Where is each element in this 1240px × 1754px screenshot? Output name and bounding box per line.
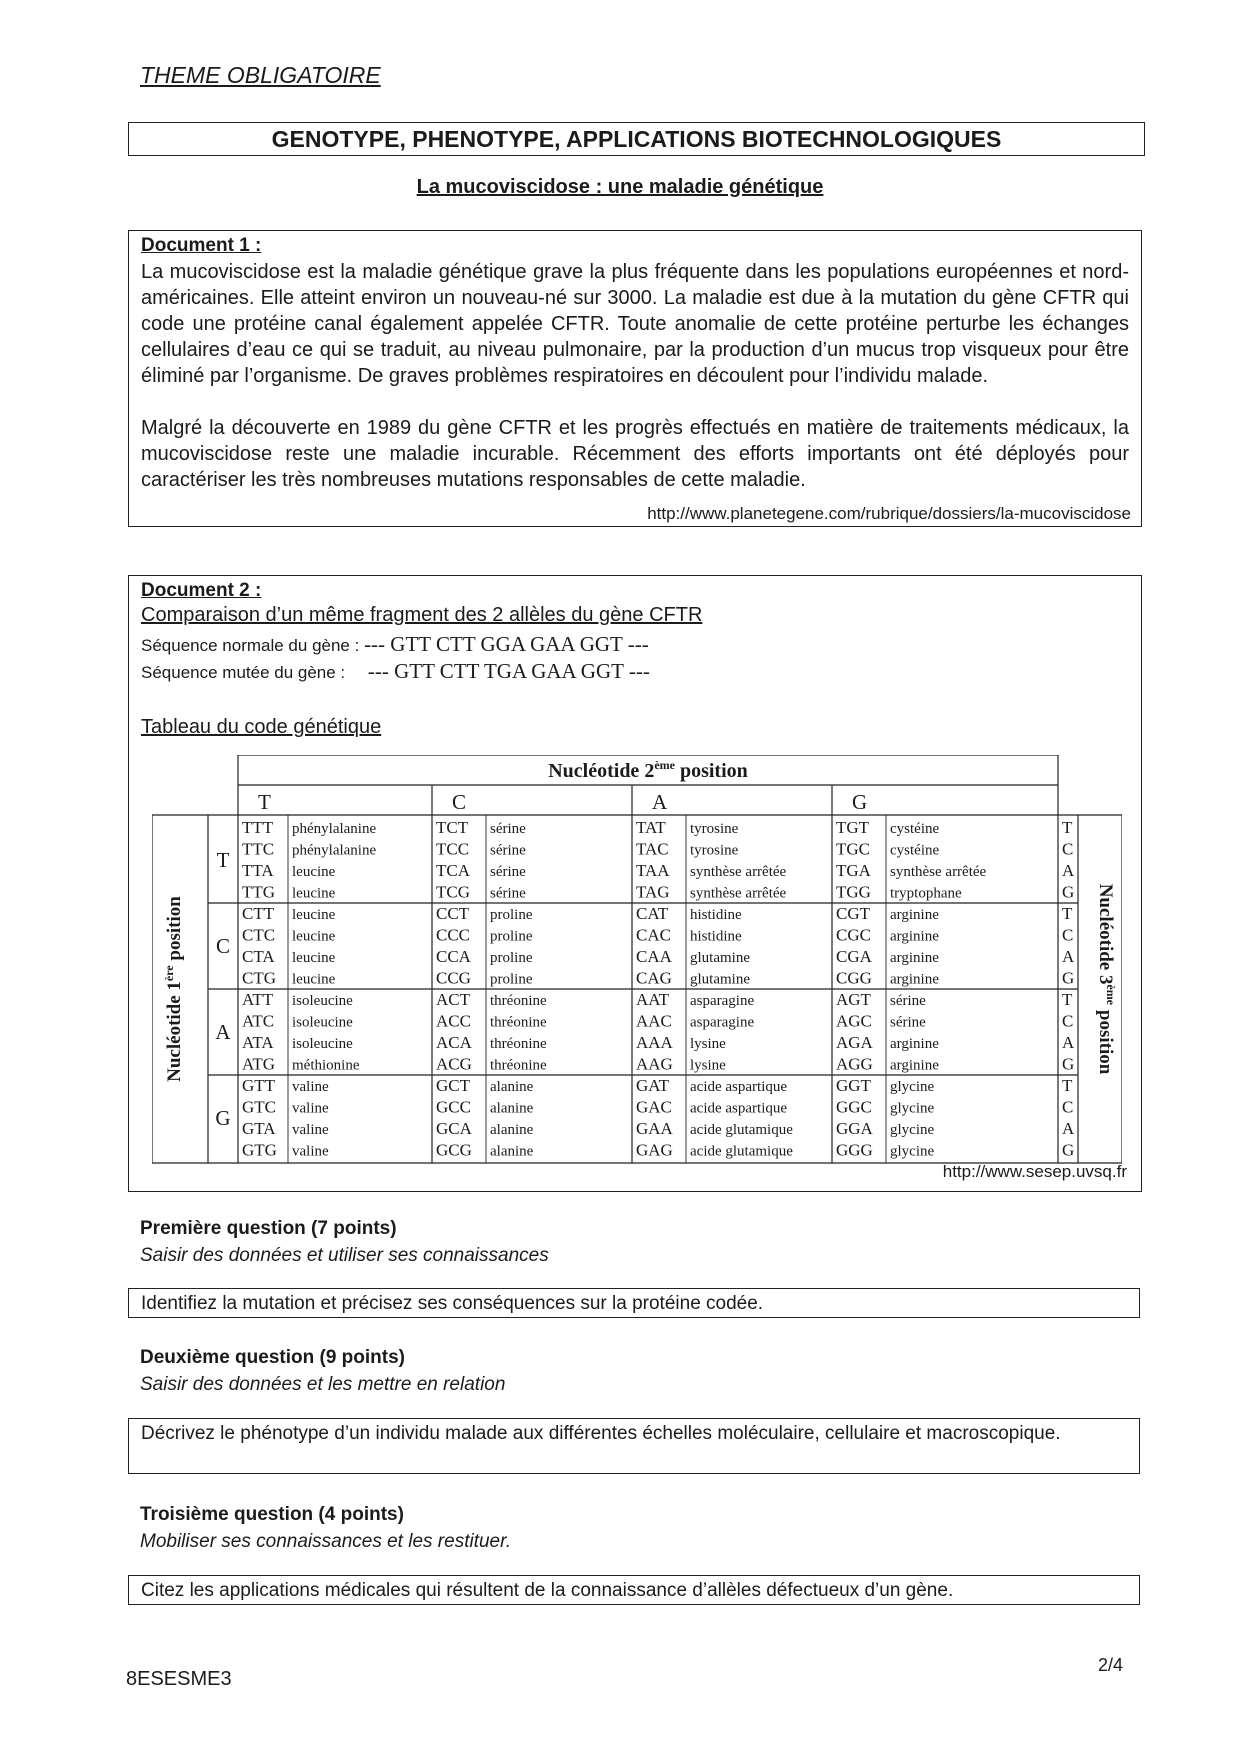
codon-TTT: TTT [242, 818, 274, 837]
codon-TCC: TCC [436, 839, 470, 859]
codon-CAT: CAT [636, 904, 669, 923]
amino-acid-CTC: leucine [292, 928, 336, 945]
codon-TAC: TAC [636, 839, 669, 859]
amino-acid-ACT: thréonine [490, 993, 547, 1009]
third-base-row-8: G [1062, 968, 1075, 988]
codon-CGT: CGT [836, 904, 870, 923]
amino-acid-AAT: asparagine [690, 993, 755, 1009]
amino-acid-GAA: acide glutamique [690, 1122, 793, 1138]
amino-acid-ACC: thréonine [490, 1014, 547, 1031]
amino-acid-GGA: glycine [890, 1122, 935, 1138]
amino-acid-AGT: sérine [890, 993, 926, 1009]
amino-acid-TAC: tyrosine [690, 842, 739, 859]
third-base-row-9: T [1062, 990, 1073, 1009]
question-1-title: Première question (7 points) [140, 1218, 397, 1239]
document-2-label: Document 2 : [141, 580, 262, 601]
amino-acid-AGC: sérine [890, 1014, 926, 1031]
document-1-source: http://www.planetegene.com/rubrique/dossiers/la-mucoviscidose [647, 504, 1131, 523]
codon-TTG: TTG [242, 882, 276, 902]
left-first-position-label: Nucléotide 1ère position [162, 896, 185, 1082]
amino-acid-GAC: acide aspartique [690, 1100, 788, 1117]
amino-acid-GGT: glycine [890, 1079, 935, 1095]
codon-ATT: ATT [242, 990, 274, 1009]
amino-acid-CCT: proline [490, 907, 533, 923]
third-base-row-15: A [1062, 1119, 1075, 1138]
codon-TGC: TGC [836, 839, 870, 859]
codon-TGA: TGA [836, 861, 871, 880]
codon-GGA: GGA [836, 1119, 873, 1138]
amino-acid-TAT: tyrosine [690, 821, 739, 837]
second-base-T: T [258, 790, 271, 814]
amino-acid-AGA: arginine [890, 1036, 939, 1052]
first-base-G: G [215, 1106, 231, 1130]
third-base-row-14: C [1062, 1097, 1074, 1117]
amino-acid-ATT: isoleucine [292, 993, 353, 1009]
third-base-row-4: G [1062, 882, 1075, 902]
question-1-prompt: Identifiez la mutation et précisez ses conséquences sur la protéine codée. [128, 1288, 1140, 1318]
third-base-row-3: A [1062, 861, 1075, 880]
codon-TAA: TAA [636, 861, 670, 880]
third-base-row-12: G [1062, 1054, 1075, 1074]
codon-GTA: GTA [242, 1119, 276, 1138]
codon-ATG: ATG [242, 1054, 276, 1074]
amino-acid-CAG: glutamine [690, 971, 750, 988]
codon-GGG: GGG [836, 1140, 873, 1160]
amino-acid-CCG: proline [490, 971, 533, 988]
amino-acid-CGA: arginine [890, 950, 939, 966]
codon-CCC: CCC [436, 925, 471, 945]
amino-acid-TCT: sérine [490, 821, 526, 837]
document-1-label: Document 1 : [141, 235, 262, 256]
codon-AGC: AGC [836, 1011, 872, 1031]
document-1-box [128, 230, 1142, 527]
header-second-position: Nucléotide 2ème position [548, 758, 748, 782]
page-number: 2/4 [1098, 1655, 1124, 1675]
document-subtitle: La mucoviscidose : une maladie génétique [416, 176, 824, 198]
amino-acid-GCT: alanine [490, 1079, 534, 1095]
amino-acid-TGG: tryptophane [890, 885, 962, 902]
mutated-sequence-label: Séquence mutée du gène : [141, 663, 350, 682]
amino-acid-GCA: alanine [490, 1122, 534, 1138]
amino-acid-CTA: leucine [292, 950, 336, 966]
codon-GCT: GCT [436, 1076, 470, 1095]
codon-TCG: TCG [436, 882, 470, 902]
second-base-G: G [852, 790, 868, 814]
normal-sequence [141, 632, 649, 657]
exam-code: 8ESESME3 [126, 1668, 232, 1690]
genetic-code-table-title: Tableau du code génétique [141, 716, 382, 738]
amino-acid-GGG: glycine [890, 1143, 935, 1160]
amino-acid-TTA: leucine [292, 864, 336, 880]
codon-TGT: TGT [836, 818, 870, 837]
codon-ATC: ATC [242, 1011, 275, 1031]
normal-sequence-label: Séquence normale du gène : [141, 636, 365, 655]
codon-TAG: TAG [636, 882, 670, 902]
amino-acid-TCG: sérine [490, 885, 526, 902]
right-third-position-label: Nucléotide 3ème position [1095, 883, 1118, 1075]
codon-TCT: TCT [436, 818, 469, 837]
document-2-source: http://www.sesep.uvsq.fr [942, 1162, 1127, 1181]
amino-acid-GAG: acide glutamique [690, 1143, 793, 1160]
codon-ACG: ACG [436, 1054, 472, 1074]
amino-acid-AAA: lysine [690, 1036, 726, 1052]
codon-TTC: TTC [242, 839, 275, 859]
amino-acid-TGA: synthèse arrêtée [890, 864, 987, 880]
amino-acid-CAC: histidine [690, 928, 742, 945]
amino-acid-CGT: arginine [890, 907, 939, 923]
amino-acid-ACG: thréonine [490, 1057, 547, 1074]
codon-CTC: CTC [242, 925, 276, 945]
first-base-C: C [215, 934, 231, 958]
codon-AGA: AGA [836, 1033, 873, 1052]
page-header: THEME OBLIGATOIRE [140, 62, 381, 88]
amino-acid-TAG: synthèse arrêtée [690, 885, 787, 902]
codon-CAA: CAA [636, 947, 672, 966]
question-3-subtitle: Mobiliser ses connaissances et les restituer. [140, 1531, 512, 1552]
codon-TAT: TAT [636, 818, 666, 837]
codon-TCA: TCA [436, 861, 470, 880]
codon-GAT: GAT [636, 1076, 670, 1095]
second-base-A: A [652, 790, 668, 814]
codon-GGT: GGT [836, 1076, 871, 1095]
amino-acid-TCC: sérine [490, 842, 526, 859]
amino-acid-CAA: glutamine [690, 950, 750, 966]
codon-CCG: CCG [436, 968, 471, 988]
first-base-A: A [215, 1020, 231, 1044]
question-3-prompt: Citez les applications médicales qui résultent de la connaissance d’allèles défectueux d’un gène. [128, 1575, 1140, 1605]
amino-acid-GTG: valine [292, 1143, 329, 1160]
third-base-row-16: G [1062, 1140, 1075, 1160]
codon-AAT: AAT [636, 990, 670, 1009]
amino-acid-CGC: arginine [890, 928, 939, 945]
third-base-row-13: T [1062, 1076, 1073, 1095]
codon-TTA: TTA [242, 861, 274, 880]
third-base-row-6: C [1062, 925, 1074, 945]
codon-GCC: GCC [436, 1097, 471, 1117]
amino-acid-GTA: valine [292, 1122, 329, 1138]
codon-GAG: GAG [636, 1140, 673, 1160]
amino-acid-TTT: phénylalanine [292, 821, 377, 837]
codon-GGC: GGC [836, 1097, 872, 1117]
second-base-C: C [452, 790, 467, 814]
codon-CTT: CTT [242, 904, 275, 923]
amino-acid-TTC: phénylalanine [292, 842, 377, 859]
amino-acid-AAC: asparagine [690, 1014, 755, 1031]
document-1-paragraph-1: La mucoviscidose est la maladie génétique grave la plus fréquente dans les populations européennes et nord-américaines. Elle atteint environ un nouveau-né sur 3000. La maladie est due à la mutation du gène CFTR qui code une protéine canal également appelée CFTR. Toute anomalie de cette protéine perturbe les échanges cellulaires d’eau ce qui se traduit, au niveau pulmonaire, par la production d’un mucus trop visqueux pour être éliminé par l’organisme. De graves problèmes respiratoires en découlent pour l’individu malade. [141, 261, 1129, 387]
codon-AAC: AAC [636, 1011, 672, 1031]
amino-acid-GTC: valine [292, 1100, 329, 1117]
document-1-paragraph-2: Malgré la découverte en 1989 du gène CFTR et les progrès effectués en matière de traitements médicaux, la mucoviscidose reste une maladie incurable. Récemment des efforts importants ont été déployés pour caractériser les très nombreuses mutations responsables de cette maladie. [141, 417, 1129, 491]
codon-AGT: AGT [836, 990, 871, 1009]
mutated-sequence-dna: --- GTT CTT TGA GAA GGT --- [367, 659, 650, 683]
third-base-row-11: A [1062, 1033, 1075, 1052]
codon-CAC: CAC [636, 925, 671, 945]
question-2-subtitle: Saisir des données et les mettre en relation [140, 1374, 506, 1395]
codon-ACC: ACC [436, 1011, 471, 1031]
amino-acid-CTG: leucine [292, 971, 336, 988]
genetic-code-table [152, 755, 1122, 1165]
codon-GAA: GAA [636, 1119, 673, 1138]
codon-GTC: GTC [242, 1097, 276, 1117]
codon-AAG: AAG [636, 1054, 673, 1074]
amino-acid-CGG: arginine [890, 971, 939, 988]
amino-acid-GCC: alanine [490, 1100, 534, 1117]
codon-CCA: CCA [436, 947, 471, 966]
normal-sequence-dna: --- GTT CTT GGA GAA GGT --- [364, 632, 649, 656]
amino-acid-ATA: isoleucine [292, 1036, 353, 1052]
amino-acid-CTT: leucine [292, 907, 336, 923]
codon-ACT: ACT [436, 990, 470, 1009]
amino-acid-TGC: cystéine [890, 842, 940, 859]
question-3-title: Troisième question (4 points) [140, 1504, 404, 1525]
third-base-row-5: T [1062, 904, 1073, 923]
amino-acid-AGG: arginine [890, 1057, 939, 1074]
amino-acid-TTG: leucine [292, 885, 336, 902]
question-2-prompt: Décrivez le phénotype d’un individu malade aux différentes échelles moléculaire, cellulaire et macroscopique. [128, 1418, 1140, 1474]
amino-acid-GGC: glycine [890, 1100, 935, 1117]
amino-acid-TCA: sérine [490, 864, 526, 880]
codon-AAA: AAA [636, 1033, 673, 1052]
third-base-row-10: C [1062, 1011, 1074, 1031]
amino-acid-GAT: acide aspartique [690, 1079, 788, 1095]
amino-acid-AAG: lysine [690, 1057, 726, 1074]
codon-AGG: AGG [836, 1054, 873, 1074]
third-base-row-1: T [1062, 818, 1073, 837]
allele-comparison-title: Comparaison d’un même fragment des 2 allèles du gène CFTR [141, 604, 703, 626]
codon-GCG: GCG [436, 1140, 472, 1160]
codon-ACA: ACA [436, 1033, 472, 1052]
codon-CAG: CAG [636, 968, 672, 988]
amino-acid-ATC: isoleucine [292, 1014, 353, 1031]
question-1-subtitle: Saisir des données et utiliser ses connaissances [140, 1245, 549, 1266]
question-2-title: Deuxième question (9 points) [140, 1347, 405, 1368]
amino-acid-TAA: synthèse arrêtée [690, 864, 787, 880]
amino-acid-CCC: proline [490, 928, 533, 945]
codon-CGG: CGG [836, 968, 872, 988]
amino-acid-GCG: alanine [490, 1143, 534, 1160]
codon-GTT: GTT [242, 1076, 276, 1095]
codon-GTG: GTG [242, 1140, 277, 1160]
codon-ATA: ATA [242, 1033, 274, 1052]
codon-CTA: CTA [242, 947, 275, 966]
amino-acid-CAT: histidine [690, 907, 742, 923]
codon-CGA: CGA [836, 947, 872, 966]
amino-acid-ATG: méthionine [292, 1057, 360, 1074]
amino-acid-CCA: proline [490, 950, 533, 966]
codon-GCA: GCA [436, 1119, 472, 1138]
codon-TGG: TGG [836, 882, 871, 902]
amino-acid-TGT: cystéine [890, 821, 940, 837]
codon-CTG: CTG [242, 968, 276, 988]
first-base-T: T [216, 848, 230, 872]
document-title: GENOTYPE, PHENOTYPE, APPLICATIONS BIOTECHNOLOGIQUES [128, 122, 1145, 156]
amino-acid-GTT: valine [292, 1079, 329, 1095]
third-base-row-7: A [1062, 947, 1075, 966]
third-base-row-2: C [1062, 839, 1074, 859]
codon-CGC: CGC [836, 925, 871, 945]
codon-GAC: GAC [636, 1097, 672, 1117]
codon-CCT: CCT [436, 904, 470, 923]
mutated-sequence [141, 659, 650, 684]
amino-acid-ACA: thréonine [490, 1036, 547, 1052]
